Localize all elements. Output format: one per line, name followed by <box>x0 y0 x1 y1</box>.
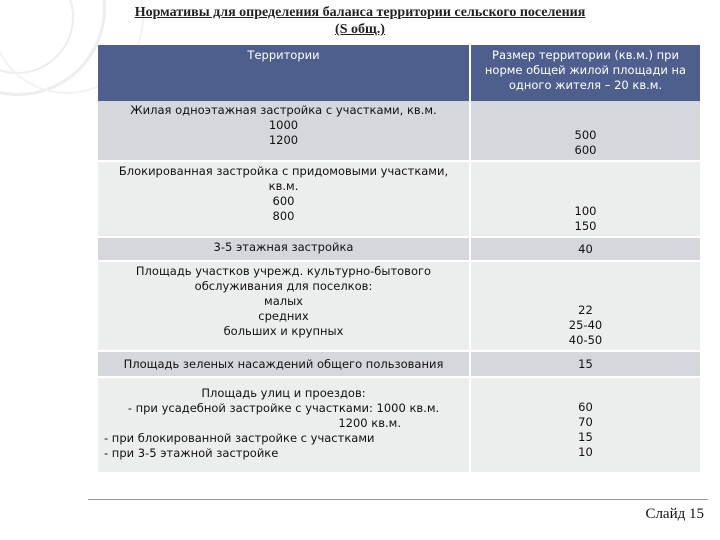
cell-line: 70 <box>578 415 593 429</box>
cell-size <box>470 161 700 237</box>
cell-line: малых <box>264 294 303 308</box>
table-header-row <box>98 45 700 101</box>
cell-line: 1200 кв.м. <box>338 416 401 430</box>
cell-line: - при 3-5 этажной застройке <box>104 446 279 460</box>
cell-line: средних <box>258 309 309 323</box>
cell-line: Блокированная застройка с придомовыми участками, <box>118 164 449 178</box>
cell-territory <box>98 351 470 377</box>
cell-line: кв.м. <box>268 179 299 193</box>
cell-territory <box>98 237 470 261</box>
cell-line: 15 <box>578 430 593 444</box>
cell-line: - при усадебной застройке с участками: 1000 кв.м. <box>127 401 440 415</box>
cell-line: 150 <box>574 219 597 233</box>
cell-size <box>470 101 700 161</box>
cell-size <box>470 237 700 261</box>
cell-line: Жилая одноэтажная застройка с участками, кв.м. <box>130 103 437 117</box>
slide-title-line: (S общ.) <box>335 22 385 37</box>
cell-line: 100 <box>574 204 597 218</box>
cell-territory <box>98 261 470 351</box>
norms-table <box>98 45 700 474</box>
cell-line: 600 <box>574 143 597 157</box>
cell-size <box>470 377 700 473</box>
table-row <box>98 161 700 237</box>
cell-line: 600 <box>272 194 295 208</box>
footer-divider <box>88 499 708 500</box>
cell-size <box>470 351 700 377</box>
table-row <box>98 351 700 377</box>
cell-line: Площадь зеленых насаждений общего пользования <box>123 356 444 371</box>
cell-line: Площадь улиц и проездов: <box>201 386 366 400</box>
header-size: Размер территории (кв.м.) при норме общей жилой площади на одного жителя – 20 кв.м. <box>470 45 700 101</box>
slide-title <box>120 4 600 38</box>
cell-line: - при блокированной застройке с участками <box>104 431 375 445</box>
cell-line: Площадь участков учрежд. культурно-бытового <box>135 264 432 278</box>
cell-line: 1200 <box>268 133 299 147</box>
cell-line: обслуживания для поселков: <box>194 279 373 293</box>
cell-territory <box>98 101 470 161</box>
header-territories: Территории <box>98 45 470 101</box>
cell-line: 15 <box>578 356 593 371</box>
cell-line: 500 <box>574 128 597 142</box>
slide-number: Слайд 15 <box>645 506 704 522</box>
cell-line: 40 <box>578 241 593 256</box>
slide-title-line: Нормативы для определения баланса территории сельского поселения <box>134 5 586 20</box>
cell-line: больших и крупных <box>223 324 344 338</box>
cell-line: 1000 <box>268 118 299 132</box>
cell-line: 40-50 <box>568 333 603 347</box>
table-row <box>98 261 700 351</box>
cell-line: 800 <box>272 209 295 223</box>
cell-line: 10 <box>578 445 593 459</box>
table-row <box>98 237 700 261</box>
cell-line: 3-5 этажная застройка <box>213 240 354 254</box>
cell-line: 22 <box>578 303 593 317</box>
cell-territory <box>98 377 470 473</box>
cell-size <box>470 261 700 351</box>
table-row <box>98 101 700 161</box>
table-row <box>98 377 700 473</box>
cell-territory <box>98 161 470 237</box>
cell-line: 60 <box>578 400 593 414</box>
cell-line: 25-40 <box>568 318 603 332</box>
